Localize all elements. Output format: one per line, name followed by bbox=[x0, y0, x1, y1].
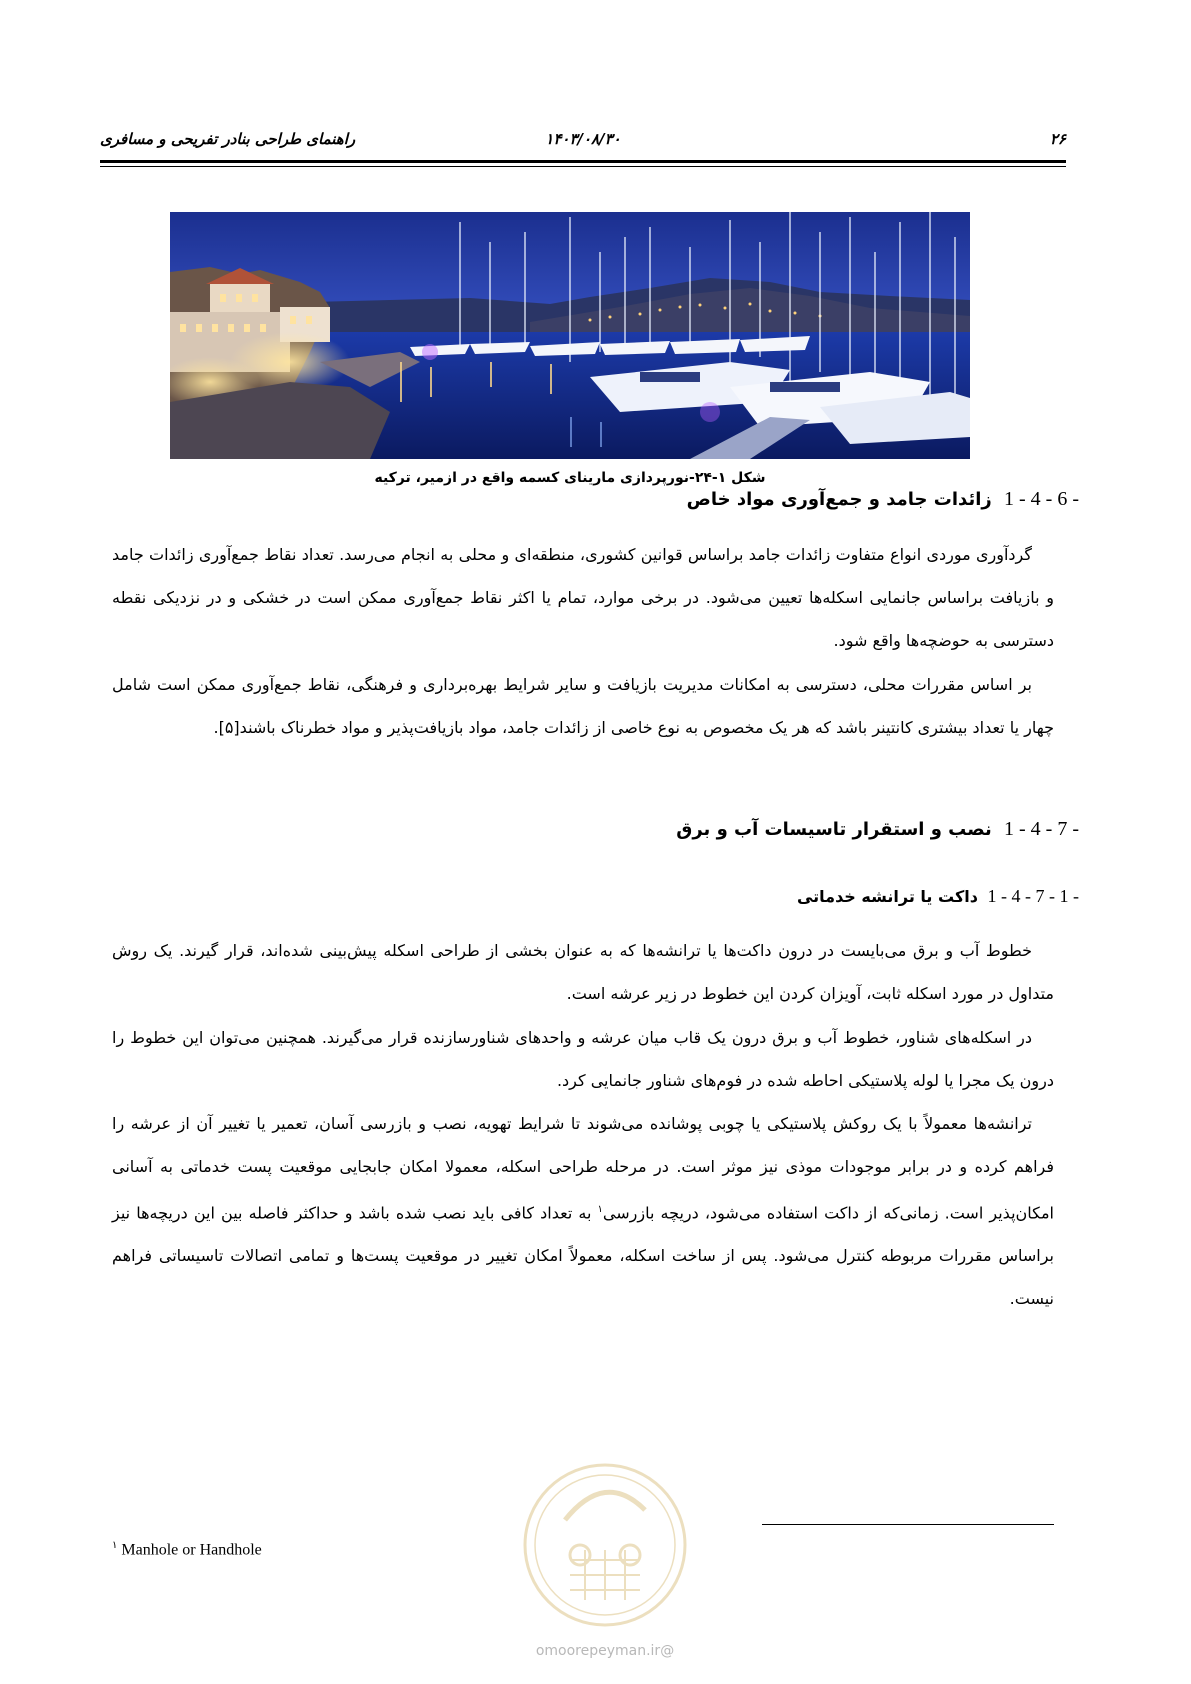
page-number: ۲۶ bbox=[1049, 130, 1066, 148]
watermark-text: @omoorepeyman.ir bbox=[535, 1643, 675, 1659]
paragraph-text: به تعداد کافی باید نصب شده باشد و حداکثر فاصله بین این دریچه‌ها نیز براساس مقررات مربوطه کنترل می‌شود. پس از ساخت اسکله، معمولاً امکان تغییر در موقعیت پست‌ها و تمامی اتصالات تاسیساتی فراهم نیست. bbox=[112, 1203, 1054, 1309]
marina-photo bbox=[170, 212, 970, 459]
section-heading bbox=[676, 818, 1079, 841]
header-rule-thin bbox=[100, 166, 1066, 167]
footnote-marker: ۱ bbox=[112, 1540, 118, 1551]
section-title: زائدات جامد و جمع‌آوری مواد خاص bbox=[686, 489, 992, 510]
page-header bbox=[100, 128, 1066, 152]
footnote bbox=[112, 1540, 262, 1559]
header-date: ۱۴۰۳/۰۸/۳۰ bbox=[545, 130, 621, 148]
subsection-number: 1 - 4 - 7 - 1 - bbox=[987, 886, 1079, 906]
paragraph-text: ترانشه‌ها معمولاً با یک روکش پلاستیکی یا چوبی پوشانده می‌شوند تا شرایط تهویه، نصب و بازرسی آسان، تعمیر یا تغییر آن از عرشه را فراهم کرده و در برابر موجودات موذی نیز موثر است. در مرحله طراحی اسکله، معمولا امکان جابجایی موقعیت پست خدماتی به آسانی امکان‌پذیر است. زمانی‌که از داکت استفاده می‌شود، دریچه بازرسی bbox=[112, 1114, 1054, 1223]
subsection-heading bbox=[797, 886, 1079, 907]
header-title: راهنمای طراحی بنادر تفریحی و مسافری bbox=[100, 130, 356, 148]
paragraph: در اسکله‌های شناور، خطوط آب و برق درون یک قاب میان عرشه و واحدهای شناورسازنده قرار می‌گیرند. همچنین می‌توان این خطوط را درون یک مجرا یا لوله پلاستیکی احاطه شده در فوم‌های شناور جانمایی کرد. bbox=[112, 1028, 1054, 1090]
subsection-title: داکت یا ترانشه خدماتی bbox=[796, 887, 978, 906]
header-rule-thick bbox=[100, 160, 1066, 163]
paragraph: خطوط آب و برق می‌بایست در درون داکت‌ها یا ترانشه‌ها که به عنوان بخشی از طراحی اسکله پیش‌بینی شده‌اند، قرار گیرند. یک روش متداول در مورد اسکله ثابت، آویزان کردن این خطوط در زیر عرشه است. bbox=[112, 941, 1054, 1003]
footnote-reference: ۱ bbox=[597, 1204, 603, 1215]
footnote-text: Manhole or Handhole bbox=[121, 1541, 262, 1559]
section-heading bbox=[687, 488, 1079, 511]
paragraph: گردآوری موردی انواع متفاوت زائدات جامد براساس قوانین کشوری، منطقه‌ای و محلی به انجام می‌رسد. تعداد نقاط جمع‌آوری زائدات جامد و بازیافت براساس جانمایی اسکله‌ها تعیین می‌شود. در برخی موارد، تمام یا اکثر نقاط جمع‌آوری ممکن است در خشکی و در نزدیکی نقطه دسترسی به حوضچه‌ها واقع شود. bbox=[112, 545, 1054, 650]
watermark-logo bbox=[510, 1450, 700, 1670]
section-number: 1 - 4 - 7 - bbox=[1004, 818, 1079, 840]
section-title: نصب و استقرار تاسیسات آب و برق bbox=[676, 819, 992, 840]
figure-caption: شکل ۱-۲۴-نورپردازی مارینای کسمه واقع در ازمیر، ترکیه bbox=[374, 470, 766, 486]
footnote-rule bbox=[762, 1524, 1054, 1525]
paragraph bbox=[112, 1102, 1054, 1320]
paragraph: بر اساس مقررات محلی، دسترسی به امکانات مدیریت بازیافت و سایر شرایط بهره‌برداری و فرهنگی، نقاط جمع‌آوری ممکن است شامل چهار یا تعداد بیشتری کانتینر باشد که هر یک مخصوص به نوع خاصی از زائدات جامد، مواد بازیافت‌پذیر و مواد خطرناک باشند[۵]. bbox=[112, 675, 1054, 737]
section-number: 1 - 4 - 6 - bbox=[1004, 488, 1079, 510]
